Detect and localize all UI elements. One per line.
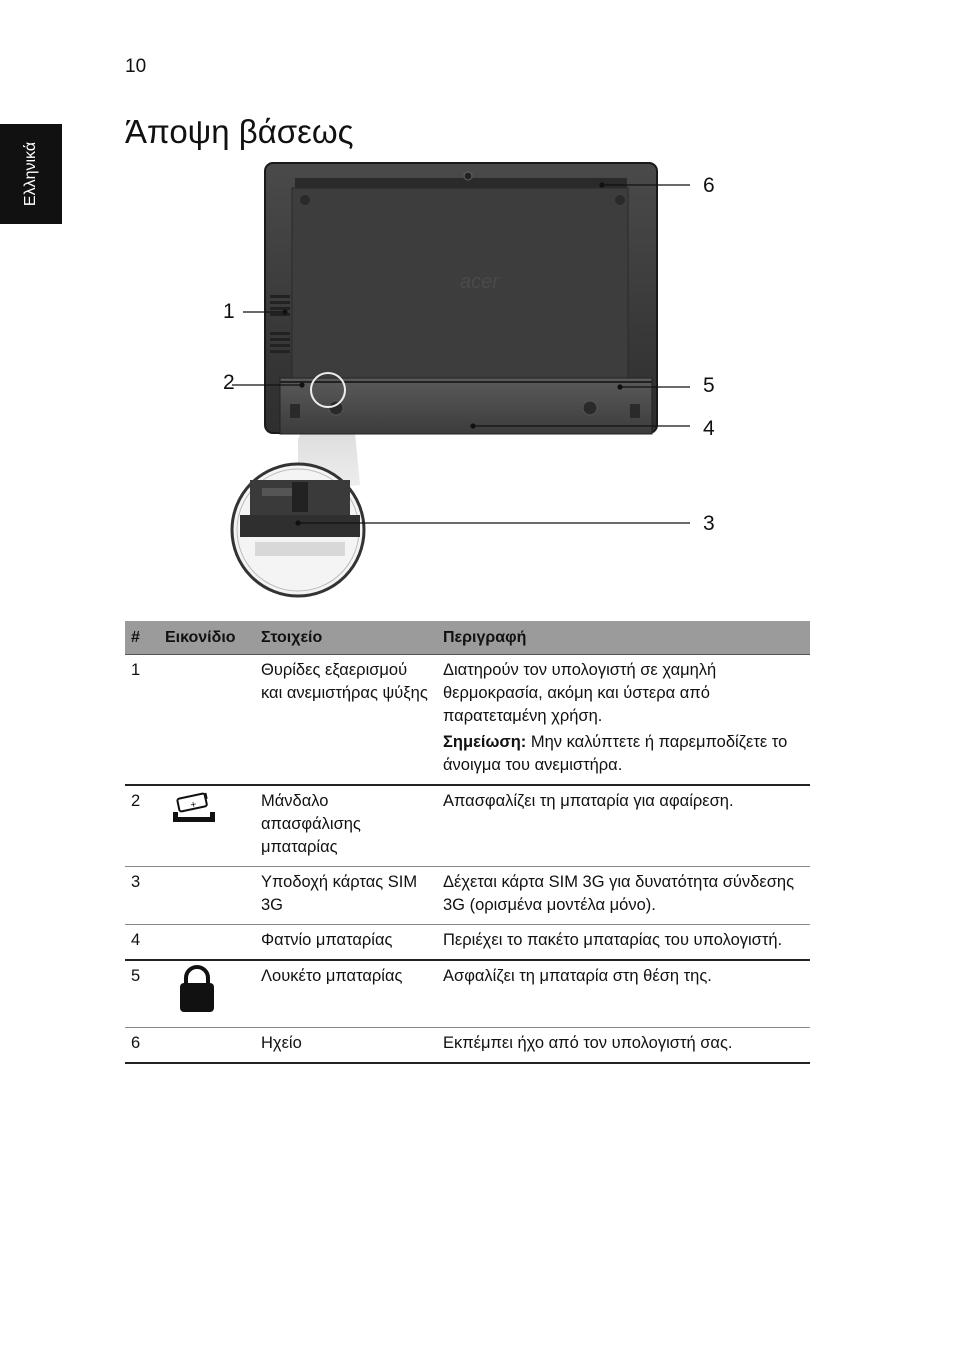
callout-5: 5 — [703, 374, 715, 397]
language-tab — [0, 124, 62, 224]
table-row — [125, 925, 810, 961]
callout-4: 4 — [703, 417, 715, 440]
row-icon-cell — [159, 785, 255, 867]
row-description: Δέχεται κάρτα SIM 3G για δυνατότητα σύνδεσης 3G (ορισμένα μοντέλα μόνο). — [437, 867, 810, 925]
table-header-row — [125, 621, 810, 655]
components-table — [125, 621, 810, 1064]
table-row — [125, 785, 810, 867]
row-number: 1 — [125, 655, 159, 786]
row-number: 3 — [125, 867, 159, 925]
laptop-base-figure — [210, 160, 730, 600]
header-description: Περιγραφή — [437, 621, 810, 655]
row-description: Εκπέμπει ήχο από τον υπολογιστή σας. — [437, 1028, 810, 1064]
svg-text:acer: acer — [460, 271, 499, 293]
lock-icon — [177, 965, 217, 1013]
row-number: 5 — [125, 960, 159, 1028]
row-description-cell — [437, 655, 810, 786]
row-number: 6 — [125, 1028, 159, 1064]
row-note — [443, 731, 804, 777]
header-icon: Εικονίδιο — [159, 621, 255, 655]
row-item: Φατνίο μπαταρίας — [255, 925, 437, 961]
row-item: Θυρίδες εξαερισμού και ανεμιστήρας ψύξης — [255, 655, 437, 786]
row-icon-cell — [159, 867, 255, 925]
page-title: Άποψη βάσεως — [125, 113, 354, 150]
row-description: Περιέχει το πακέτο μπαταρίας του υπολογιστή. — [437, 925, 810, 961]
row-number: 4 — [125, 925, 159, 961]
row-item: Ηχείο — [255, 1028, 437, 1064]
row-icon-cell — [159, 960, 255, 1028]
table-row — [125, 960, 810, 1028]
row-item: Λουκέτο μπαταρίας — [255, 960, 437, 1028]
callout-3: 3 — [703, 512, 715, 535]
table-row — [125, 1028, 810, 1064]
callout-6: 6 — [703, 174, 715, 197]
row-item: Μάνδαλο απασφάλισης μπαταρίας — [255, 785, 437, 867]
row-number: 2 — [125, 785, 159, 867]
row-icon-cell — [159, 925, 255, 961]
row-icon-cell — [159, 655, 255, 786]
row-item: Υποδοχή κάρτας SIM 3G — [255, 867, 437, 925]
callout-1: 1 — [223, 300, 235, 323]
row-icon-cell — [159, 1028, 255, 1064]
row-description: Απασφαλίζει τη μπαταρία για αφαίρεση. — [437, 785, 810, 867]
svg-text:+: + — [189, 799, 198, 812]
row-description: Ασφαλίζει τη μπαταρία στη θέση της. — [437, 960, 810, 1028]
page-number: 10 — [125, 56, 147, 77]
language-tab-label: Ελληνικά — [22, 141, 39, 207]
battery-release-icon — [171, 790, 217, 826]
header-item: Στοιχείο — [255, 621, 437, 655]
row-description: Διατηρούν τον υπολογιστή σε χαμηλή θερμοκρασία, ακόμη και ύστερα από παρατεταμένη χρήση. — [443, 661, 717, 725]
callout-2: 2 — [223, 371, 235, 394]
note-label: Σημείωση: — [443, 733, 527, 751]
header-number: # — [125, 621, 159, 655]
table-row — [125, 655, 810, 786]
laptop-base-illustration — [210, 160, 730, 600]
table-row — [125, 867, 810, 925]
note-text: Μην καλύπτετε ή παρεμποδίζετε το άνοιγμα του ανεμιστήρα. — [443, 733, 788, 774]
